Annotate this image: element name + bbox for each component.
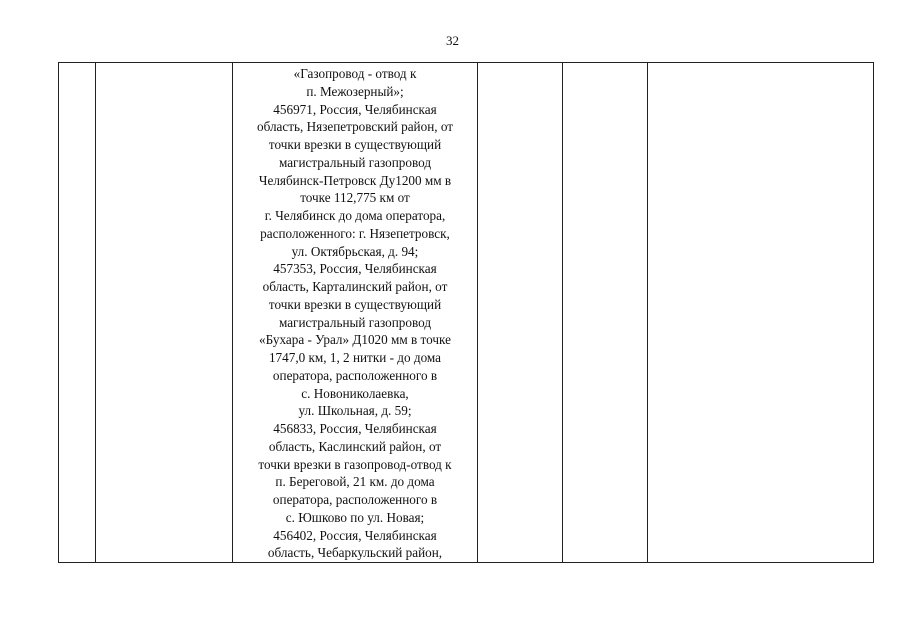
address-line: 1747,0 км, 1, 2 нитки - до дома — [268, 350, 442, 365]
address-line: область, Карталинский район, от — [262, 279, 448, 294]
address-line: «Бухара - Урал» Д1020 мм в точке — [259, 332, 451, 348]
address-line: п. Межозерный»; — [306, 83, 404, 99]
table-cell-col-5 — [563, 63, 648, 563]
address-line: ул. Октябрьская, д. 94; — [291, 243, 419, 259]
address-line: Челябинск-Петровск Ду1200 мм в — [258, 172, 452, 188]
page-number: 32 — [446, 33, 459, 48]
table-cell-col-2 — [96, 63, 233, 563]
address-line: с. Новониколаевка, — [301, 385, 409, 401]
address-line: область, Нязепетровский район, от — [256, 119, 454, 135]
address-line: ул. Школьная, д. 59; — [298, 403, 412, 419]
address-line: точки врезки в существующий — [268, 137, 442, 152]
address-line: 456833, Россия, Челябинская — [273, 421, 437, 436]
table-cell-col-1 — [59, 63, 96, 563]
table-cell-col-6 — [648, 63, 874, 563]
address-line: оператора, расположенного в — [272, 367, 438, 383]
address-line: оператора, расположенного в — [272, 492, 438, 507]
address-line: г. Челябинск до дома оператора, — [264, 208, 446, 223]
address-line: с. Юшково по ул. Новая; — [285, 509, 425, 525]
table-cell-address — [233, 63, 478, 563]
address-line: 457353, Россия, Челябинская — [273, 261, 437, 277]
address-text — [233, 63, 477, 562]
address-line: п. Береговой, 21 км. до дома — [275, 474, 435, 490]
address-line: точки врезки в газопровод-отвод к — [258, 456, 452, 472]
table-cell-col-4 — [478, 63, 563, 563]
table-row — [59, 63, 874, 563]
address-line: расположенного: г. Нязепетровск, — [260, 225, 450, 241]
address-line: 456402, Россия, Челябинская — [273, 527, 437, 543]
address-line: «Газопровод - отвод к — [293, 66, 417, 81]
address-line: точке 112,775 км от — [300, 190, 410, 206]
address-line: магистральный газопровод — [278, 314, 432, 330]
document-table — [58, 62, 874, 563]
address-line: область, Каслинский район, от — [268, 438, 442, 454]
address-line: 456971, Россия, Челябинская — [273, 101, 437, 117]
address-line: магистральный газопровод — [278, 154, 432, 170]
address-line: точки врезки в существующий — [268, 296, 442, 312]
address-line: область, Чебаркульский район, — [267, 545, 443, 561]
